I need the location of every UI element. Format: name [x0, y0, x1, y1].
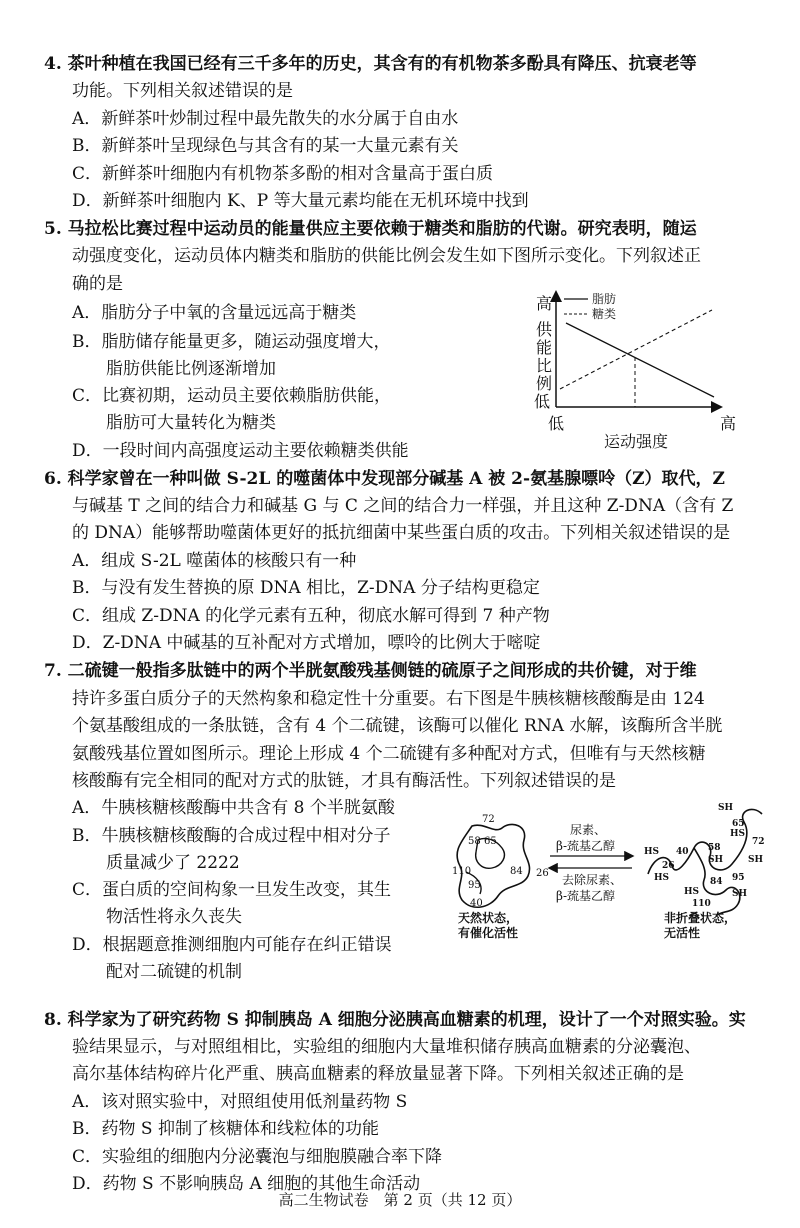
unfolded-caption-1: 非折叠状态， — [664, 911, 737, 925]
right-label-13: 95 — [732, 873, 745, 883]
y-low-label: 低 — [534, 392, 551, 411]
q8-option-c: C．实验组的细胞内分泌囊泡与细胞膜融合率下降 — [72, 1147, 443, 1167]
q6-option-a: A．组成 S-2L 噬菌体的核酸只有一种 — [72, 551, 357, 571]
q4-option-c: C．新鲜茶叶细胞内有机物茶多酚的相对含量高于蛋白质 — [72, 164, 494, 184]
y-label-char-3: 比 — [536, 356, 553, 375]
q6-option-d: D．Z-DNA 中碱基的互补配对方式增加，嘌呤的比例大于嘧啶 — [72, 633, 541, 653]
q7-option-c-cont: 物活性将永久丧失 — [106, 907, 242, 927]
native-caption-2: 有催化活性 — [458, 926, 519, 940]
denature-label-2: β-巯基乙醇 — [556, 839, 615, 853]
x-axis-title: 运动强度 — [604, 432, 669, 451]
q5-option-c: C．比赛初期，运动员主要依赖脂肪供能， — [72, 386, 392, 406]
q4-option-a: A．新鲜茶叶炒制过程中最先散失的水分属于自由水 — [72, 109, 459, 129]
q5-option-b-cont: 脂肪供能比例逐渐增加 — [106, 359, 276, 379]
right-label-3: HS — [730, 829, 746, 839]
page-footer: 高二生物试卷 第 2 页（共 12 页） — [278, 1191, 522, 1209]
q8-stem-line2: 验结果显示，与对照组相比，实验组的细胞内大量堆积储存胰高血糖素的分泌囊泡、 — [72, 1037, 701, 1057]
left-num-95: 95 — [468, 880, 481, 891]
q4-stem-line1: 4. 茶叶种植在我国已经有三千多年的历史，其含有的有机物茶多酚具有降压、抗衰老等 — [44, 54, 697, 74]
sugar-line — [560, 310, 712, 389]
y-label-char-1: 供 — [536, 320, 553, 339]
x-high-label: 高 — [720, 414, 737, 433]
q7-option-c: C．蛋白质的空间构象一旦发生改变，其生 — [72, 880, 392, 900]
q5-energy-chart — [520, 285, 745, 453]
q4-stem-line2: 功能。下列相关叙述错误的是 — [72, 81, 293, 101]
q7-stem-line4: 氨酸残基位置如图所示。理论上形成 4 个二硫键有多种配对方式，但唯有与天然核糖 — [72, 744, 706, 764]
y-high-label: 高 — [536, 294, 553, 313]
right-label-8: SH — [708, 855, 724, 865]
renature-label-2: β-巯基乙醇 — [556, 889, 615, 903]
right-label-12: 84 — [710, 877, 723, 887]
right-label-11: SH — [748, 855, 764, 865]
q5-option-a: A．脂肪分子中氧的含量远远高于糖类 — [72, 303, 357, 323]
q8-option-d: D．药物 S 不影响胰岛 A 细胞的其他生命活动 — [72, 1174, 421, 1194]
q8-option-a: A．该对照实验中，对照组使用低剂量药物 S — [72, 1092, 408, 1112]
q7-stem-line5: 核酸酶有完全相同的配对方式的肽链，才具有酶活性。下列叙述错误的是 — [72, 771, 616, 791]
q6-stem-line1: 6. 科学家曾在一种叫做 S-2L 的噬菌体中发现部分碱基 A 被 2-氨基腺嘌呤（Z）取代，Z — [44, 469, 725, 489]
q7-option-a: A．牛胰核糖核酸酶中共含有 8 个半胱氨酸 — [72, 798, 395, 818]
q5-stem-line2: 动强度变化，运动员体内糖类和脂肪的供能比例会发生如下图所示变化。下列叙述正 — [72, 246, 701, 266]
q7-stem-line3: 个氨基酸组成的一条肽链，含有 4 个二硫键，该酶可以催化 RNA 水解，该酶所含半胱 — [72, 716, 723, 736]
q5-option-c-cont: 脂肪可大量转化为糖类 — [106, 413, 276, 433]
q5-option-d: D．一段时间内高强度运动主要依赖糖类供能 — [72, 441, 409, 461]
legend-sugar-label: 糖类 — [592, 307, 617, 321]
q4-option-d: D．新鲜茶叶细胞内 K、P 等大量元素均能在无机环境中找到 — [72, 191, 529, 211]
unfolded-caption-2: 无活性 — [664, 926, 701, 940]
left-num-40: 40 — [470, 898, 483, 909]
q6-stem-line3: 的 DNA）能够帮助噬菌体更好的抵抗细菌中某些蛋白质的攻击。下列相关叙述错误的是 — [72, 523, 731, 543]
right-label-9: 26 — [662, 861, 675, 871]
q7-stem-line2: 持许多蛋白质分子的天然构象和稳定性十分重要。右下图是牛胰核糖核酸酶是由 124 — [72, 689, 705, 709]
q8-stem-line1: 8. 科学家为了研究药物 S 抑制胰岛 A 细胞分泌胰高血糖素的机理，设计了一个对照实验。实 — [44, 1010, 746, 1030]
y-label-char-2: 能 — [536, 338, 553, 357]
q6-option-b: B．与没有发生替换的原 DNA 相比，Z-DNA 分子结构更稳定 — [72, 578, 540, 598]
x-low-label: 低 — [548, 414, 565, 433]
fat-line — [566, 323, 714, 397]
right-label-6: 40 — [676, 847, 689, 857]
q7-ribonuclease-figure — [432, 796, 772, 956]
q7-option-d-cont: 配对二硫键的机制 — [106, 962, 242, 982]
right-label-10: HS — [654, 873, 670, 883]
right-label-7: 58 — [708, 843, 721, 853]
right-label-16: SH — [732, 889, 748, 899]
right-label-15: 110 — [692, 899, 711, 909]
q5-option-b: B．脂肪储存能量更多，随运动强度增大， — [72, 332, 391, 352]
right-label-4: 72 — [752, 837, 765, 847]
renature-label-1: 去除尿素、 — [562, 873, 623, 887]
y-label-char-4: 例 — [536, 374, 553, 393]
q8-stem-line3: 高尔基体结构碎片化严重、胰高血糖素的释放量显著下降。下列相关叙述正确的是 — [72, 1064, 684, 1084]
left-num-72: 72 — [482, 814, 495, 825]
q7-option-b: B．牛胰核糖核酸酶的合成过程中相对分子 — [72, 826, 391, 846]
right-label-1: SH — [718, 803, 734, 813]
q6-stem-line2: 与碱基 T 之间的结合力和碱基 G 与 C 之间的结合力一样强，并且这种 Z-DNA（含有 Z — [72, 496, 734, 516]
right-label-2: 65 — [732, 819, 745, 829]
left-num-26: 26 — [536, 868, 549, 879]
q5-stem-line1: 5. 马拉松比赛过程中运动员的能量供应主要依赖于糖类和脂肪的代谢。研究表明，随运 — [44, 219, 697, 239]
left-num-58: 58 — [468, 836, 481, 847]
q4-option-b: B．新鲜茶叶呈现绿色与其含有的某一大量元素有关 — [72, 136, 459, 156]
left-num-65: 65 — [484, 836, 497, 847]
right-label-14: HS — [684, 887, 700, 897]
right-label-5: HS — [644, 847, 660, 857]
denature-label-1: 尿素、 — [570, 823, 607, 837]
left-num-84: 84 — [510, 866, 523, 877]
left-num-110: 110 — [452, 866, 472, 877]
q5-stem-line3: 确的是 — [72, 274, 123, 294]
q7-stem-line1: 7. 二硫键一般指多肽链中的两个半胱氨酸残基侧链的硫原子之间形成的共价键，对于维 — [44, 661, 697, 681]
q7-option-b-cont: 质量减少了 2222 — [106, 853, 240, 873]
legend-fat-label: 脂肪 — [592, 292, 617, 306]
q8-option-b: B．药物 S 抑制了核糖体和线粒体的功能 — [72, 1119, 379, 1139]
native-caption-1: 天然状态， — [458, 911, 519, 925]
q7-option-d: D．根据题意推测细胞内可能存在纠正错误 — [72, 935, 392, 955]
q6-option-c: C．组成 Z-DNA 的化学元素有五种，彻底水解可得到 7 种产物 — [72, 606, 550, 626]
